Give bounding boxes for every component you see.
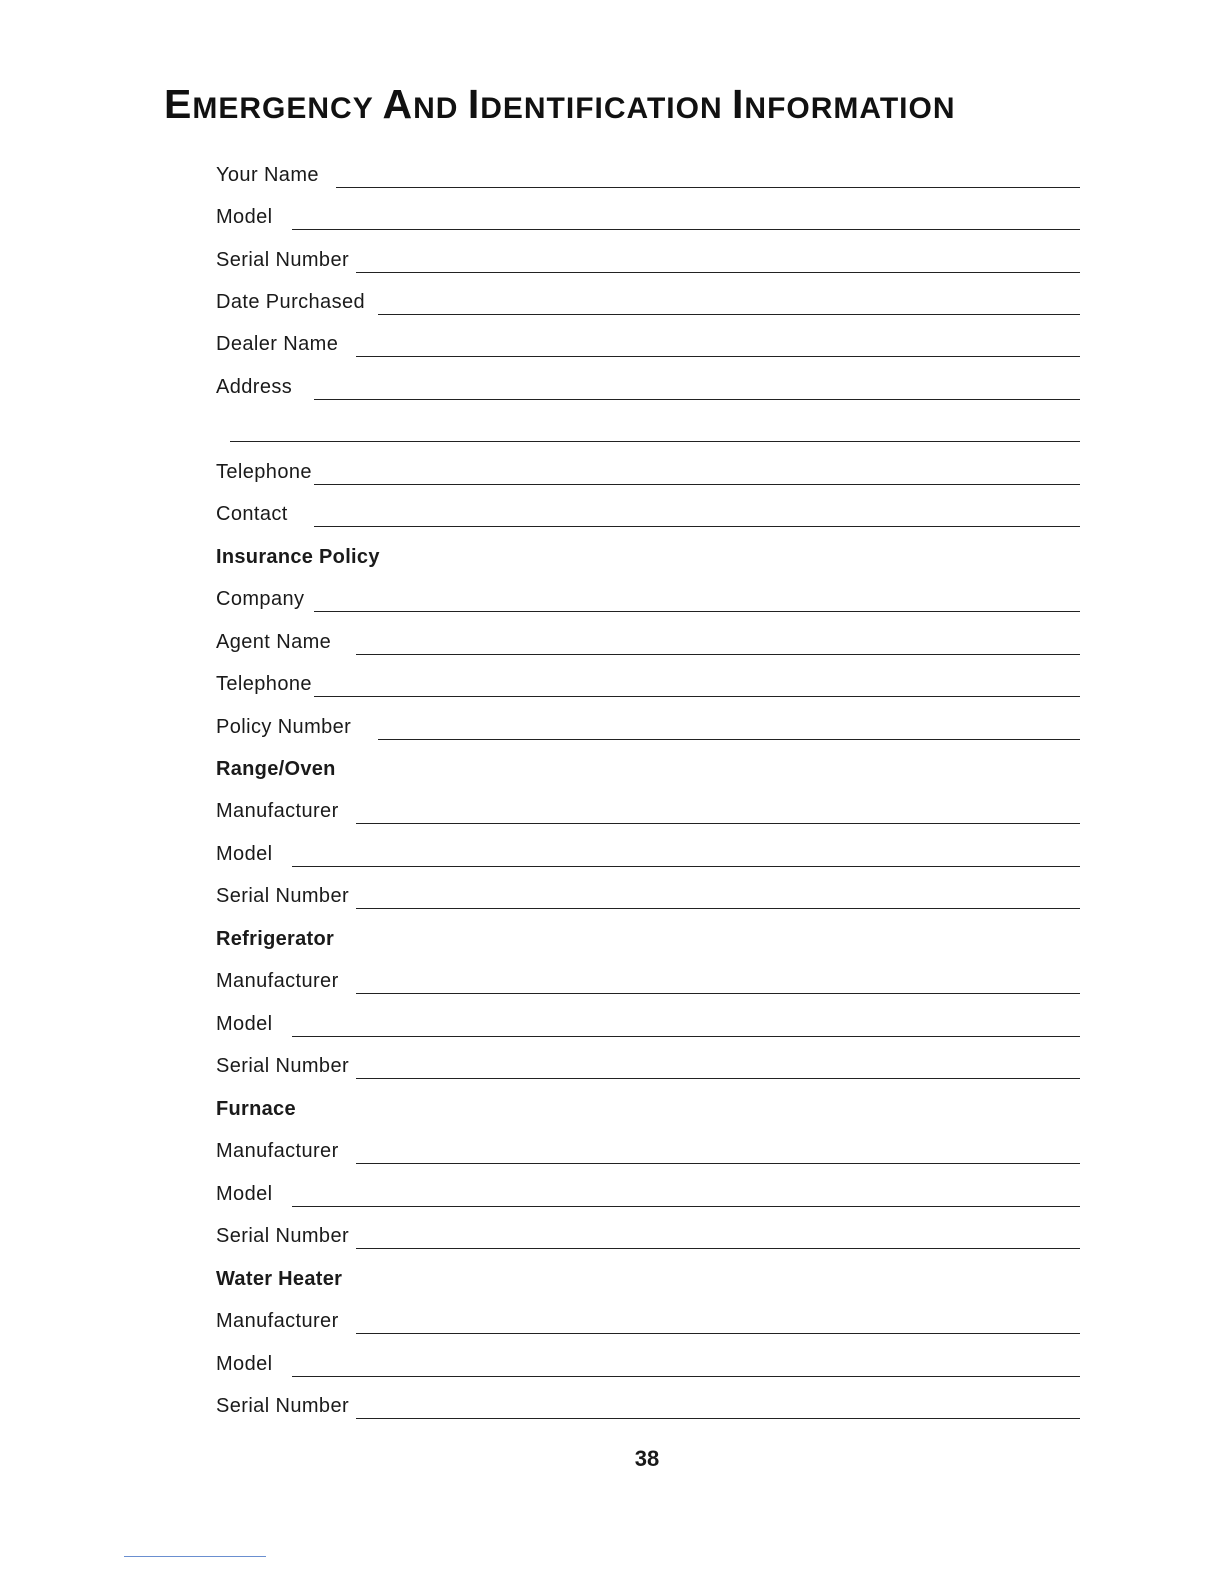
furnace-manufacturer-line[interactable] <box>356 1163 1080 1164</box>
address-label: Address <box>216 376 293 398</box>
furnace-heading: Furnace <box>216 1098 296 1120</box>
furnace-manufacturer-field[interactable] <box>216 1136 1080 1166</box>
address-field[interactable] <box>216 372 1080 402</box>
model-label: Model <box>216 206 273 228</box>
refrigerator-serial-number-line[interactable] <box>356 1078 1080 1079</box>
address-line-2[interactable] <box>230 441 1080 442</box>
your-name-line[interactable] <box>336 187 1080 188</box>
water-heater-model-label: Model <box>216 1353 273 1375</box>
contact-field[interactable] <box>216 499 1080 529</box>
refrigerator-serial-number-label: Serial Number <box>216 1055 350 1077</box>
date-purchased-line[interactable] <box>378 314 1080 315</box>
water-heater-serial-number-line[interactable] <box>356 1418 1080 1419</box>
water-heater-heading: Water Heater <box>216 1268 343 1290</box>
furnace-model-line[interactable] <box>292 1206 1080 1207</box>
agent-name-line[interactable] <box>356 654 1080 655</box>
policy-number-label: Policy Number <box>216 716 352 738</box>
range-manufacturer-label: Manufacturer <box>216 800 339 822</box>
your-name-label: Your Name <box>216 164 319 186</box>
telephone-field[interactable] <box>216 457 1080 487</box>
furnace-model-field[interactable] <box>216 1179 1080 1209</box>
water-heater-model-field[interactable] <box>216 1349 1080 1379</box>
water-heater-serial-number-label: Serial Number <box>216 1395 350 1417</box>
insurance-telephone-label: Telephone <box>216 673 312 695</box>
dealer-name-field[interactable] <box>216 329 1080 359</box>
serial-number-field[interactable] <box>216 245 1080 275</box>
range-serial-number-label: Serial Number <box>216 885 350 907</box>
page-title: EMERGENCY AND IDENTIFICATION INFORMATION <box>164 81 956 127</box>
range-model-line[interactable] <box>292 866 1080 867</box>
furnace-serial-number-line[interactable] <box>356 1248 1080 1249</box>
range-manufacturer-line[interactable] <box>356 823 1080 824</box>
date-purchased-label: Date Purchased <box>216 291 366 313</box>
range-manufacturer-field[interactable] <box>216 796 1080 826</box>
insurance-telephone-field[interactable] <box>216 669 1080 699</box>
refrigerator-model-line[interactable] <box>292 1036 1080 1037</box>
agent-name-label: Agent Name <box>216 631 332 653</box>
range-model-field[interactable] <box>216 839 1080 869</box>
dealer-name-line[interactable] <box>356 356 1080 357</box>
telephone-label: Telephone <box>216 461 312 483</box>
date-purchased-field[interactable] <box>216 287 1080 317</box>
insurance-telephone-line[interactable] <box>314 696 1080 697</box>
water-heater-model-line[interactable] <box>292 1376 1080 1377</box>
contact-label: Contact <box>216 503 288 525</box>
bottom-edge-rule <box>124 1556 266 1557</box>
range-oven-heading: Range/Oven <box>216 758 336 780</box>
serial-number-label: Serial Number <box>216 249 350 271</box>
contact-line[interactable] <box>314 526 1080 527</box>
page-number: 38 <box>634 1446 660 1471</box>
water-heater-manufacturer-label: Manufacturer <box>216 1310 339 1332</box>
refrigerator-manufacturer-label: Manufacturer <box>216 970 339 992</box>
water-heater-serial-number-field[interactable] <box>216 1391 1080 1421</box>
policy-number-line[interactable] <box>378 739 1080 740</box>
serial-number-line[interactable] <box>356 272 1080 273</box>
furnace-serial-number-field[interactable] <box>216 1221 1080 1251</box>
refrigerator-manufacturer-field[interactable] <box>216 966 1080 996</box>
furnace-manufacturer-label: Manufacturer <box>216 1140 339 1162</box>
range-model-label: Model <box>216 843 273 865</box>
refrigerator-manufacturer-line[interactable] <box>356 993 1080 994</box>
your-name-field[interactable] <box>216 160 1080 190</box>
company-line[interactable] <box>314 611 1080 612</box>
company-label: Company <box>216 588 305 610</box>
policy-number-field[interactable] <box>216 712 1080 742</box>
range-serial-number-line[interactable] <box>356 908 1080 909</box>
address-line[interactable] <box>314 399 1080 400</box>
model-line[interactable] <box>292 229 1080 230</box>
dealer-name-label: Dealer Name <box>216 333 339 355</box>
agent-name-field[interactable] <box>216 627 1080 657</box>
range-serial-number-field[interactable] <box>216 881 1080 911</box>
telephone-line[interactable] <box>314 484 1080 485</box>
water-heater-manufacturer-field[interactable] <box>216 1306 1080 1336</box>
address-line-2-field[interactable] <box>216 414 1080 444</box>
refrigerator-model-field[interactable] <box>216 1009 1080 1039</box>
refrigerator-model-label: Model <box>216 1013 273 1035</box>
refrigerator-serial-number-field[interactable] <box>216 1051 1080 1081</box>
refrigerator-heading: Refrigerator <box>216 928 335 950</box>
model-field[interactable] <box>216 202 1080 232</box>
furnace-serial-number-label: Serial Number <box>216 1225 350 1247</box>
insurance-policy-heading: Insurance Policy <box>216 546 380 568</box>
company-field[interactable] <box>216 584 1080 614</box>
water-heater-manufacturer-line[interactable] <box>356 1333 1080 1334</box>
furnace-model-label: Model <box>216 1183 273 1205</box>
